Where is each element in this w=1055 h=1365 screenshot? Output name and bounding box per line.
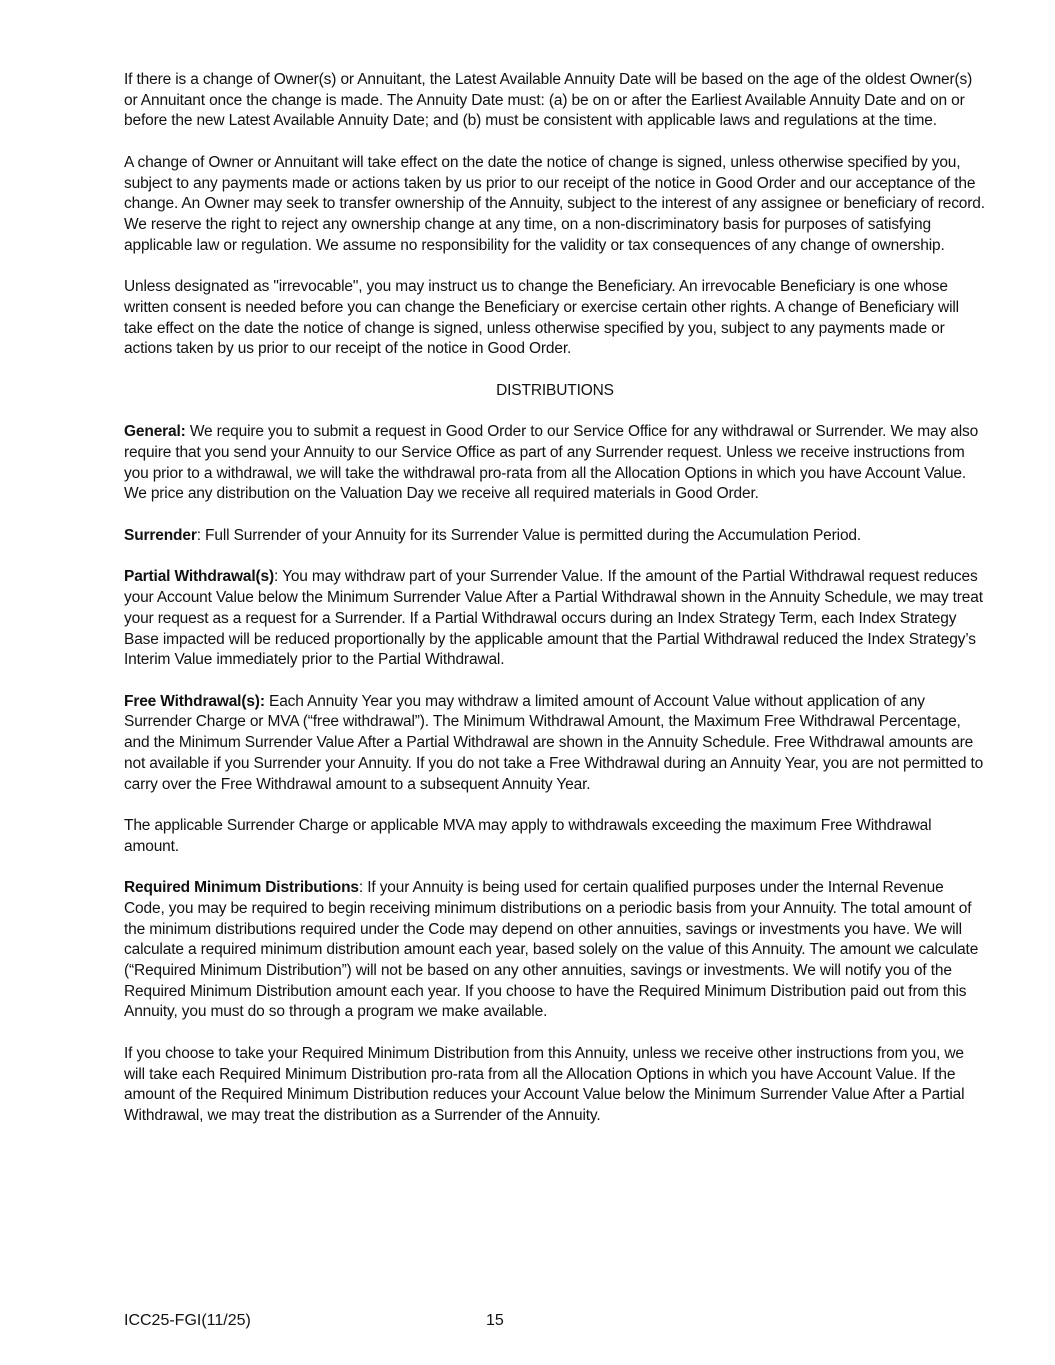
general-paragraph (124, 422, 986, 505)
surrender-label: Surrender (124, 526, 197, 544)
surrender-paragraph (124, 526, 986, 547)
document-body (124, 70, 986, 1148)
rmd-followup-paragraph: If you choose to take your Required Minimum Distribution from this Annuity, unless we receive other instructions from you, we will take each Required Minimum Distribution pro-rata from all the Allocation Options in which you have Account Value. If the amount of the Required Minimum Distribution reduces your Account Value below the Minimum Surrender Value After a Partial Withdrawal, we may treat the distribution as a Surrender of the Annuity. (124, 1044, 965, 1125)
free-withdrawal-text: Each Annuity Year you may withdraw a limited amount of Account Value without application of any Surrender Charge or MVA (“free withdrawal”). The Minimum Withdrawal Amount, the Maximum Free Withdrawal Percentage, and the Minimum Surrender Value After a Partial Withdrawal are shown in the Annuity Schedule. Free Withdrawal amounts are not available if you Surrender your Annuity. If you do not take a Free Withdrawal during an Annuity Year, you are not permitted to carry over the Free Withdrawal amount to a subsequent Annuity Year. (124, 692, 984, 793)
owner-change-paragraph: If there is a change of Owner(s) or Annuitant, the Latest Available Annuity Date will be based on the age of the oldest Owner(s) or Annuitant once the change is made. The Annuity Date must: (a) be on or after the Earliest Available Annuity Date and on or before the new Latest Available Annuity Date; and (b) must be consistent with applicable laws and regulations at the time. (124, 71, 973, 130)
surrender-charge-note: The applicable Surrender Charge or applicable MVA may apply to withdrawals exceeding the maximum Free Withdrawal amount. (124, 817, 932, 855)
beneficiary-change-paragraph: Unless designated as "irrevocable", you may instruct us to change the Beneficiary. An irrevocable Beneficiary is one whose written consent is needed before you can change the Beneficiary or exercise certain other rights. A change of Beneficiary will take effect on the date the notice of change is signed, unless otherwise specified by you, subject to any payments made or actions taken by us prior to our receipt of the notice in Good Order. (124, 278, 959, 358)
rmd-paragraph (124, 878, 986, 1023)
partial-withdrawal-label: Partial Withdrawal(s) (124, 568, 275, 586)
rmd-label: Required Minimum Distributions (124, 879, 359, 897)
owner-annuitant-effective-paragraph: A change of Owner or Annuitant will take effect on the date the notice of change is signed, unless otherwise specified by you, subject to any payments made or actions taken by us prior to our receipt of the notice in Good Order and our acceptance of the change. An Owner may seek to transfer ownership of the Annuity, subject to the interest of any assignee or beneficiary of record. We reserve the right to reject any ownership change at any time, on a non-discriminatory basis for purposes of satisfying applicable law or regulation. We assume no responsibility for the validity or tax consequences of any change of ownership. (124, 153, 985, 254)
footer-form-code: ICC25-FGI(11/25) (124, 1312, 251, 1329)
general-text: We require you to submit a request in Good Order to our Service Office for any withdrawal or Surrender. We may also require that you send your Annuity to our Service Office as part of any Surrender request. Unless we receive instructions from you prior to a withdrawal, we will take the withdrawal pro-rata from all the Allocation Options in which you have Account Value. We price any distribution on the Valuation Day we receive all required materials in Good Order. (124, 423, 979, 503)
distributions-heading: DISTRIBUTIONS (496, 381, 614, 399)
free-withdrawal-paragraph (124, 692, 986, 796)
general-label: General: (124, 423, 186, 441)
partial-withdrawal-paragraph (124, 567, 986, 671)
free-withdrawal-label: Free Withdrawal(s): (124, 692, 265, 710)
surrender-text: : Full Surrender of your Annuity for its Surrender Value is permitted during the Accumulation Period. (196, 526, 862, 544)
partial-withdrawal-text: : You may withdraw part of your Surrender Value. If the amount of the Partial Withdrawal request reduces your Account Value below the Minimum Surrender Value After a Partial Withdrawal shown in the Annuity Schedule, we may treat your request as a request for a Surrender. If a Partial Withdrawal occurs during an Index Strategy Term, each Index Strategy Base impacted will be reduced proportionally by the applicable amount that the Partial Withdrawal reduced the Index Strategy’s Interim Value immediately prior to the Partial Withdrawal. (124, 568, 983, 669)
footer-page-number: 15 (486, 1312, 504, 1329)
rmd-text: : If your Annuity is being used for certain qualified purposes under the Internal Revenue Code, you may be required to begin receiving minimum distributions on a periodic basis from your Annuity. The total amount of the minimum distributions required under the Code may depend on other annuities, savings or investments you have. We will calculate a required minimum distribution amount each year, based solely on the value of this Annuity. The amount we calculate (“Required Minimum Distribution”) will not be based on any other annuities, savings or investments. We will notify you of the Required Minimum Distribution amount each year. If you choose to have the Required Minimum Distribution paid out from this Annuity, you must do so through a program we make available. (124, 879, 979, 1021)
